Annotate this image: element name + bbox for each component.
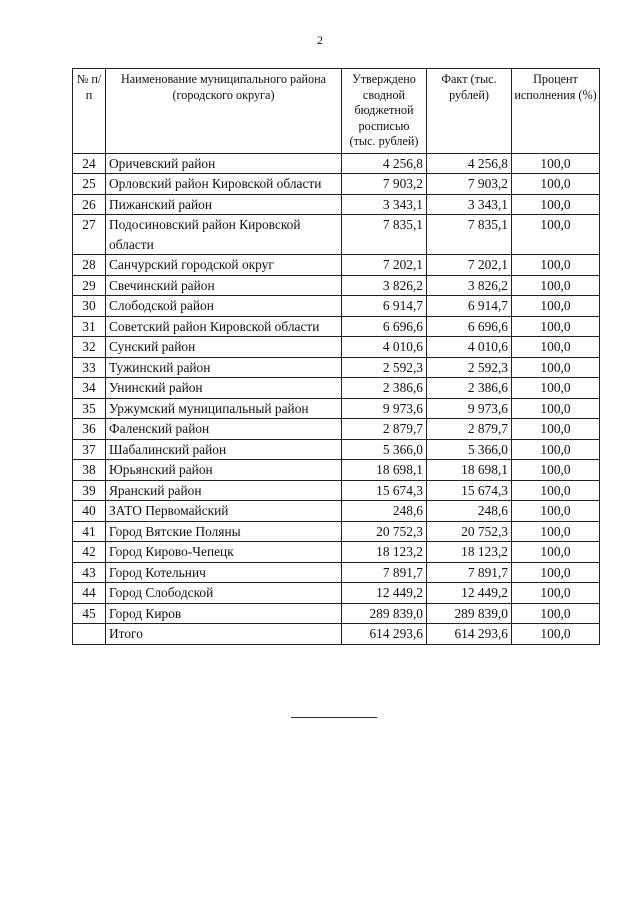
- row-fact: 7 202,1: [427, 255, 512, 276]
- row-num: 31: [73, 316, 106, 337]
- total-label: Итого: [106, 624, 342, 645]
- total-num: [73, 624, 106, 645]
- row-approved: 4 010,6: [342, 337, 427, 358]
- header-approved: Утверждено сводной бюджетной росписью (тыс. рублей): [342, 69, 427, 154]
- table-header-row: [73, 69, 600, 154]
- row-num: 25: [73, 174, 106, 195]
- row-percent: 100,0: [512, 316, 600, 337]
- row-percent: 100,0: [512, 583, 600, 604]
- row-num: 33: [73, 357, 106, 378]
- row-approved: 12 449,2: [342, 583, 427, 604]
- row-num: 42: [73, 542, 106, 563]
- row-name: Город Вятские Поляны: [106, 521, 342, 542]
- header-num: № п/п: [73, 69, 106, 154]
- row-name: Уржумский муниципальный район: [106, 398, 342, 419]
- row-percent: 100,0: [512, 275, 600, 296]
- row-approved: 7 891,7: [342, 562, 427, 583]
- row-fact: 18 698,1: [427, 460, 512, 481]
- row-percent: 100,0: [512, 194, 600, 215]
- budget-execution-table: [72, 68, 600, 645]
- table-row: [73, 521, 600, 542]
- row-approved: 2 879,7: [342, 419, 427, 440]
- row-fact: 9 973,6: [427, 398, 512, 419]
- table-row: [73, 275, 600, 296]
- row-approved: 3 826,2: [342, 275, 427, 296]
- table-row: [73, 398, 600, 419]
- table-row: [73, 215, 600, 255]
- table-body: [73, 153, 600, 624]
- row-fact: 5 366,0: [427, 439, 512, 460]
- row-approved: 15 674,3: [342, 480, 427, 501]
- row-percent: 100,0: [512, 419, 600, 440]
- row-num: 38: [73, 460, 106, 481]
- table-row: [73, 562, 600, 583]
- row-fact: 2 592,3: [427, 357, 512, 378]
- row-approved: 6 914,7: [342, 296, 427, 317]
- row-percent: 100,0: [512, 521, 600, 542]
- row-fact: 289 839,0: [427, 603, 512, 624]
- row-name: Яранский район: [106, 480, 342, 501]
- row-num: 28: [73, 255, 106, 276]
- header-percent: Процент исполнения (%): [512, 69, 600, 154]
- row-num: 39: [73, 480, 106, 501]
- row-fact: 3 343,1: [427, 194, 512, 215]
- row-percent: 100,0: [512, 378, 600, 399]
- row-fact: 12 449,2: [427, 583, 512, 604]
- row-fact: 6 696,6: [427, 316, 512, 337]
- table-row: [73, 316, 600, 337]
- table-row: [73, 357, 600, 378]
- row-fact: 248,6: [427, 501, 512, 522]
- table-row: [73, 337, 600, 358]
- row-name: Слободской район: [106, 296, 342, 317]
- row-approved: 289 839,0: [342, 603, 427, 624]
- row-approved: 6 696,6: [342, 316, 427, 337]
- row-num: 37: [73, 439, 106, 460]
- row-approved: 3 343,1: [342, 194, 427, 215]
- row-name: Советский район Кировской области: [106, 316, 342, 337]
- row-num: 34: [73, 378, 106, 399]
- row-num: 30: [73, 296, 106, 317]
- total-percent: 100,0: [512, 624, 600, 645]
- row-fact: 18 123,2: [427, 542, 512, 563]
- row-approved: 7 903,2: [342, 174, 427, 195]
- row-name: Шабалинский район: [106, 439, 342, 460]
- row-name: Город Слободской: [106, 583, 342, 604]
- row-name: Сунский район: [106, 337, 342, 358]
- row-percent: 100,0: [512, 603, 600, 624]
- row-approved: 7 835,1: [342, 215, 427, 255]
- row-name: ЗАТО Первомайский: [106, 501, 342, 522]
- table-row: [73, 480, 600, 501]
- row-name: Город Кирово-Чепецк: [106, 542, 342, 563]
- row-fact: 7 835,1: [427, 215, 512, 255]
- row-fact: 20 752,3: [427, 521, 512, 542]
- row-num: 36: [73, 419, 106, 440]
- row-num: 40: [73, 501, 106, 522]
- row-percent: 100,0: [512, 398, 600, 419]
- row-fact: 2 879,7: [427, 419, 512, 440]
- table-row: [73, 583, 600, 604]
- table-row: [73, 174, 600, 195]
- table-row: [73, 378, 600, 399]
- row-fact: 7 891,7: [427, 562, 512, 583]
- row-num: 24: [73, 153, 106, 174]
- row-percent: 100,0: [512, 255, 600, 276]
- row-fact: 2 386,6: [427, 378, 512, 399]
- row-percent: 100,0: [512, 542, 600, 563]
- row-name: Тужинский район: [106, 357, 342, 378]
- row-approved: 5 366,0: [342, 439, 427, 460]
- row-name: Город Киров: [106, 603, 342, 624]
- row-percent: 100,0: [512, 153, 600, 174]
- header-name: Наименование муниципального района (городского округа): [106, 69, 342, 154]
- page-number: 2: [317, 33, 323, 47]
- row-name: Орловский район Кировской области: [106, 174, 342, 195]
- total-row: [73, 624, 600, 645]
- row-fact: 4 256,8: [427, 153, 512, 174]
- row-name: Оричевский район: [106, 153, 342, 174]
- row-num: 45: [73, 603, 106, 624]
- row-percent: 100,0: [512, 174, 600, 195]
- row-percent: 100,0: [512, 215, 600, 255]
- row-name: Унинский район: [106, 378, 342, 399]
- table-row: [73, 419, 600, 440]
- row-num: 43: [73, 562, 106, 583]
- row-num: 35: [73, 398, 106, 419]
- row-approved: 9 973,6: [342, 398, 427, 419]
- row-percent: 100,0: [512, 562, 600, 583]
- table-row: [73, 153, 600, 174]
- row-approved: 18 123,2: [342, 542, 427, 563]
- row-fact: 3 826,2: [427, 275, 512, 296]
- row-percent: 100,0: [512, 439, 600, 460]
- row-approved: 2 592,3: [342, 357, 427, 378]
- row-name: Фаленский район: [106, 419, 342, 440]
- row-num: 41: [73, 521, 106, 542]
- row-num: 26: [73, 194, 106, 215]
- row-name: Город Котельнич: [106, 562, 342, 583]
- row-percent: 100,0: [512, 501, 600, 522]
- row-num: 44: [73, 583, 106, 604]
- header-fact: Факт (тыс. рублей): [427, 69, 512, 154]
- table-row: [73, 603, 600, 624]
- table-row: [73, 501, 600, 522]
- total-approved: 614 293,6: [342, 624, 427, 645]
- row-name: Пижанский район: [106, 194, 342, 215]
- row-num: 32: [73, 337, 106, 358]
- row-percent: 100,0: [512, 480, 600, 501]
- row-fact: 4 010,6: [427, 337, 512, 358]
- row-approved: 248,6: [342, 501, 427, 522]
- row-num: 27: [73, 215, 106, 255]
- table-row: [73, 194, 600, 215]
- row-name: Санчурский городской округ: [106, 255, 342, 276]
- row-percent: 100,0: [512, 296, 600, 317]
- table-row: [73, 439, 600, 460]
- table-row: [73, 296, 600, 317]
- row-num: 29: [73, 275, 106, 296]
- row-approved: 2 386,6: [342, 378, 427, 399]
- total-fact: 614 293,6: [427, 624, 512, 645]
- row-name: Подосиновский район Кировской области: [106, 215, 342, 255]
- row-percent: 100,0: [512, 460, 600, 481]
- row-percent: 100,0: [512, 337, 600, 358]
- row-approved: 4 256,8: [342, 153, 427, 174]
- row-fact: 6 914,7: [427, 296, 512, 317]
- separator-line: [291, 717, 377, 718]
- row-percent: 100,0: [512, 357, 600, 378]
- row-fact: 7 903,2: [427, 174, 512, 195]
- row-name: Свечинский район: [106, 275, 342, 296]
- table-row: [73, 542, 600, 563]
- row-name: Юрьянский район: [106, 460, 342, 481]
- row-approved: 7 202,1: [342, 255, 427, 276]
- row-fact: 15 674,3: [427, 480, 512, 501]
- table-row: [73, 255, 600, 276]
- table-row: [73, 460, 600, 481]
- row-approved: 20 752,3: [342, 521, 427, 542]
- row-approved: 18 698,1: [342, 460, 427, 481]
